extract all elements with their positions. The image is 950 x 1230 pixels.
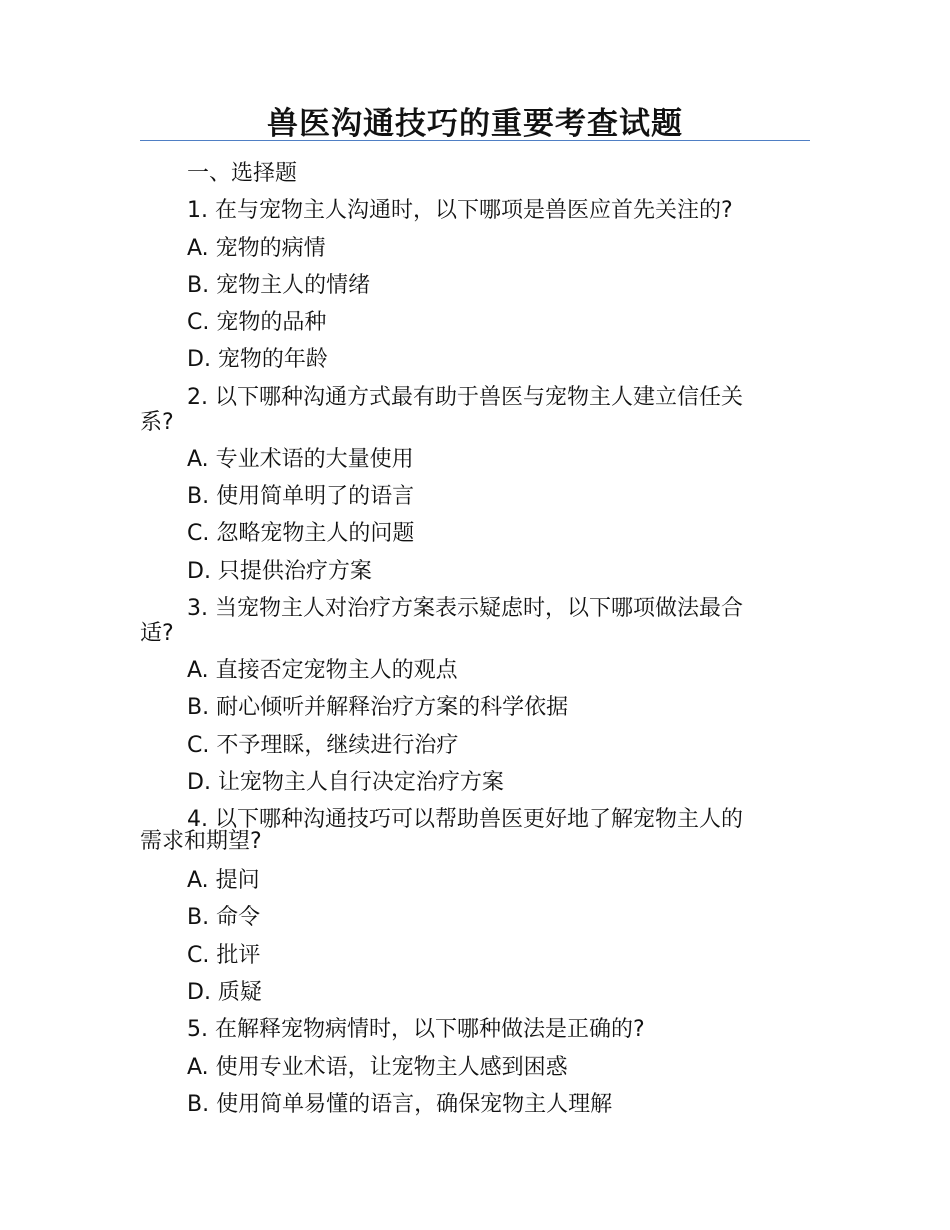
question-2-option-d: D. 只提供治疗方案: [187, 558, 372, 584]
question-3-option-d: D. 让宠物主人自行决定治疗方案: [187, 769, 504, 795]
question-1-option-a: A. 宠物的病情: [187, 235, 326, 261]
question-4-line-2: 需求和期望?: [140, 829, 262, 855]
question-1-option-d: D. 宠物的年龄: [187, 347, 328, 373]
question-3-option-c: C. 不予理睬，继续进行治疗: [187, 732, 459, 758]
document-title: 兽医沟通技巧的重要考查试题: [267, 106, 683, 142]
question-1-option-b: B. 宠物主人的情绪: [187, 272, 371, 298]
question-4-option-d: D. 质疑: [187, 980, 262, 1006]
question-1-option-c: C. 宠物的品种: [187, 310, 327, 336]
question-3-line-1: 3. 当宠物主人对治疗方案表示疑虑时，以下哪项做法最合: [187, 595, 743, 621]
question-5: 5. 在解释宠物病情时，以下哪种做法是正确的?: [187, 1017, 645, 1043]
question-4-option-b: B. 命令: [187, 905, 261, 931]
document-body: [140, 155, 810, 1123]
question-2-line-1: 2. 以下哪种沟通方式最有助于兽医与宠物主人建立信任关: [187, 384, 743, 410]
question-5-option-a: A. 使用专业术语，让宠物主人感到困惑: [187, 1054, 568, 1080]
question-4: [140, 801, 810, 862]
question-4-option-c: C. 批评: [187, 942, 261, 968]
question-2-line-2: 系?: [140, 409, 174, 435]
question-2-option-c: C. 忽略宠物主人的问题: [187, 521, 415, 547]
question-3-option-a: A. 直接否定宠物主人的观点: [187, 657, 458, 683]
section-heading: 一、选择题: [187, 161, 298, 186]
question-4-option-a: A. 提问: [187, 868, 260, 894]
question-2-option-b: B. 使用简单明了的语言: [187, 484, 415, 510]
question-4-line-1: 4. 以下哪种沟通技巧可以帮助兽医更好地了解宠物主人的: [187, 807, 743, 833]
question-3-line-2: 适?: [140, 620, 174, 646]
title-underline: [140, 140, 810, 141]
question-2-option-a: A. 专业术语的大量使用: [187, 446, 414, 472]
question-5-option-b: B. 使用简单易懂的语言，确保宠物主人理解: [187, 1091, 613, 1117]
question-3: [140, 590, 810, 652]
question-1: 1. 在与宠物主人沟通时，以下哪项是兽医应首先关注的?: [187, 198, 733, 224]
question-3-option-b: B. 耐心倾听并解释治疗方案的科学依据: [187, 695, 569, 721]
question-2: [140, 379, 810, 441]
